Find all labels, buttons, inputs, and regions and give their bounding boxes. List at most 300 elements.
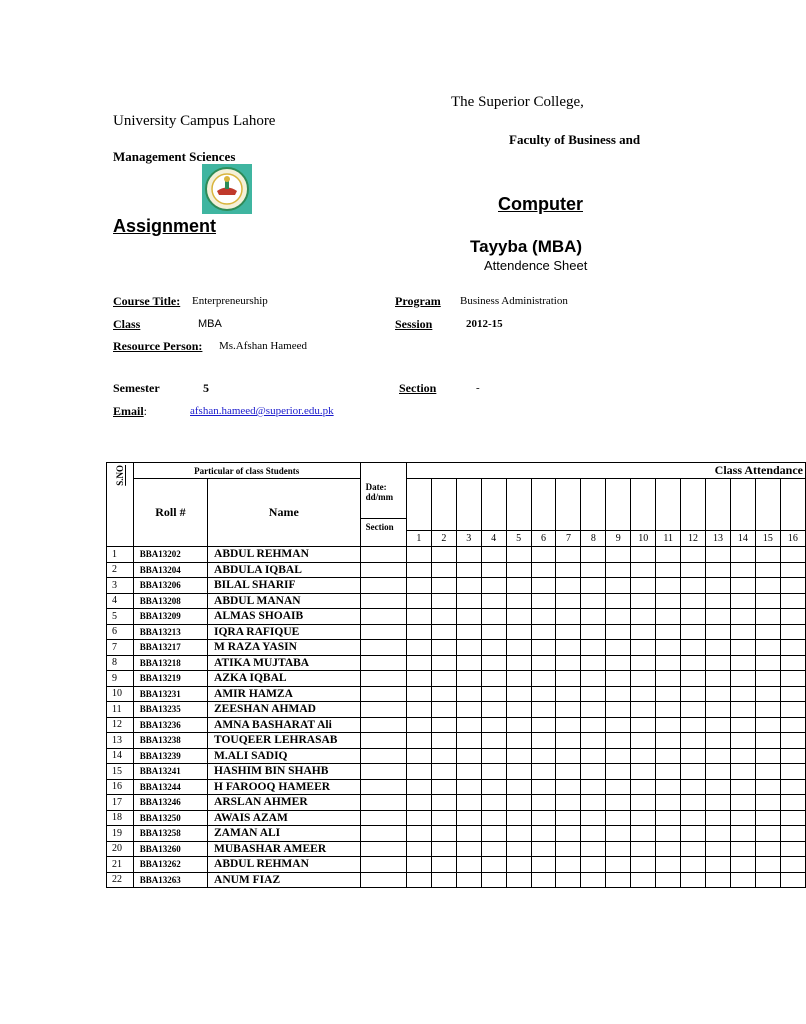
attendance-cell[interactable]: [606, 748, 631, 764]
attendance-cell[interactable]: [656, 578, 681, 594]
attendance-cell[interactable]: [406, 857, 431, 873]
attendance-cell[interactable]: [406, 795, 431, 811]
attendance-cell[interactable]: [606, 826, 631, 842]
attendance-cell[interactable]: [730, 841, 755, 857]
attendance-cell[interactable]: [531, 748, 556, 764]
attendance-cell[interactable]: [581, 609, 606, 625]
attendance-cell[interactable]: [556, 562, 581, 578]
attendance-cell[interactable]: [531, 826, 556, 842]
attendance-cell[interactable]: [631, 671, 656, 687]
attendance-cell[interactable]: [481, 857, 506, 873]
attendance-cell[interactable]: [581, 717, 606, 733]
attendance-cell[interactable]: [681, 779, 706, 795]
attendance-cell[interactable]: [755, 655, 780, 671]
attendance-cell[interactable]: [481, 872, 506, 888]
attendance-cell[interactable]: [431, 748, 456, 764]
attendance-cell[interactable]: [581, 810, 606, 826]
date-section-cell[interactable]: [360, 640, 406, 656]
date-cell[interactable]: [755, 479, 780, 531]
attendance-cell[interactable]: [531, 872, 556, 888]
attendance-cell[interactable]: [780, 857, 805, 873]
attendance-cell[interactable]: [730, 655, 755, 671]
attendance-cell[interactable]: [631, 640, 656, 656]
attendance-cell[interactable]: [406, 609, 431, 625]
attendance-cell[interactable]: [755, 702, 780, 718]
attendance-cell[interactable]: [681, 872, 706, 888]
attendance-cell[interactable]: [531, 640, 556, 656]
attendance-cell[interactable]: [581, 826, 606, 842]
attendance-cell[interactable]: [506, 810, 531, 826]
attendance-cell[interactable]: [406, 779, 431, 795]
attendance-cell[interactable]: [431, 562, 456, 578]
attendance-cell[interactable]: [406, 764, 431, 780]
attendance-cell[interactable]: [506, 609, 531, 625]
attendance-cell[interactable]: [556, 609, 581, 625]
attendance-cell[interactable]: [681, 655, 706, 671]
attendance-cell[interactable]: [581, 872, 606, 888]
attendance-cell[interactable]: [681, 795, 706, 811]
attendance-cell[interactable]: [406, 748, 431, 764]
attendance-cell[interactable]: [581, 655, 606, 671]
attendance-cell[interactable]: [531, 671, 556, 687]
attendance-cell[interactable]: [780, 671, 805, 687]
attendance-cell[interactable]: [556, 624, 581, 640]
attendance-cell[interactable]: [780, 702, 805, 718]
attendance-cell[interactable]: [581, 779, 606, 795]
attendance-cell[interactable]: [506, 733, 531, 749]
attendance-cell[interactable]: [706, 547, 731, 563]
attendance-cell[interactable]: [780, 733, 805, 749]
attendance-cell[interactable]: [431, 578, 456, 594]
attendance-cell[interactable]: [681, 562, 706, 578]
date-cell[interactable]: [606, 479, 631, 531]
attendance-cell[interactable]: [656, 671, 681, 687]
attendance-cell[interactable]: [431, 624, 456, 640]
attendance-cell[interactable]: [706, 624, 731, 640]
attendance-cell[interactable]: [581, 764, 606, 780]
attendance-cell[interactable]: [531, 841, 556, 857]
date-section-cell[interactable]: [360, 857, 406, 873]
attendance-cell[interactable]: [456, 609, 481, 625]
attendance-cell[interactable]: [431, 655, 456, 671]
attendance-cell[interactable]: [506, 655, 531, 671]
attendance-cell[interactable]: [481, 578, 506, 594]
attendance-cell[interactable]: [606, 857, 631, 873]
attendance-cell[interactable]: [706, 640, 731, 656]
attendance-cell[interactable]: [656, 686, 681, 702]
attendance-cell[interactable]: [755, 795, 780, 811]
date-cell[interactable]: [506, 479, 531, 531]
attendance-cell[interactable]: [506, 748, 531, 764]
attendance-cell[interactable]: [556, 779, 581, 795]
date-section-cell[interactable]: [360, 826, 406, 842]
attendance-cell[interactable]: [780, 795, 805, 811]
attendance-cell[interactable]: [656, 624, 681, 640]
attendance-cell[interactable]: [556, 640, 581, 656]
date-section-cell[interactable]: [360, 795, 406, 811]
attendance-cell[interactable]: [431, 779, 456, 795]
attendance-cell[interactable]: [656, 857, 681, 873]
attendance-cell[interactable]: [706, 655, 731, 671]
attendance-cell[interactable]: [481, 671, 506, 687]
attendance-cell[interactable]: [706, 810, 731, 826]
attendance-cell[interactable]: [681, 826, 706, 842]
attendance-cell[interactable]: [780, 624, 805, 640]
attendance-cell[interactable]: [556, 733, 581, 749]
attendance-cell[interactable]: [581, 624, 606, 640]
attendance-cell[interactable]: [681, 717, 706, 733]
attendance-cell[interactable]: [606, 640, 631, 656]
attendance-cell[interactable]: [755, 810, 780, 826]
attendance-cell[interactable]: [606, 609, 631, 625]
date-section-cell[interactable]: [360, 779, 406, 795]
attendance-cell[interactable]: [631, 826, 656, 842]
attendance-cell[interactable]: [681, 857, 706, 873]
attendance-cell[interactable]: [456, 826, 481, 842]
attendance-cell[interactable]: [406, 547, 431, 563]
attendance-cell[interactable]: [481, 826, 506, 842]
attendance-cell[interactable]: [681, 733, 706, 749]
attendance-cell[interactable]: [730, 857, 755, 873]
attendance-cell[interactable]: [681, 593, 706, 609]
attendance-cell[interactable]: [606, 686, 631, 702]
attendance-cell[interactable]: [656, 795, 681, 811]
attendance-cell[interactable]: [681, 640, 706, 656]
attendance-cell[interactable]: [656, 547, 681, 563]
attendance-cell[interactable]: [531, 609, 556, 625]
date-cell[interactable]: [780, 479, 805, 531]
attendance-cell[interactable]: [581, 593, 606, 609]
attendance-cell[interactable]: [556, 593, 581, 609]
date-section-cell[interactable]: [360, 609, 406, 625]
attendance-cell[interactable]: [730, 764, 755, 780]
attendance-cell[interactable]: [431, 717, 456, 733]
attendance-cell[interactable]: [706, 764, 731, 780]
date-section-cell[interactable]: [360, 547, 406, 563]
attendance-cell[interactable]: [730, 748, 755, 764]
attendance-cell[interactable]: [706, 686, 731, 702]
attendance-cell[interactable]: [706, 748, 731, 764]
date-cell[interactable]: [531, 479, 556, 531]
attendance-cell[interactable]: [406, 826, 431, 842]
attendance-cell[interactable]: [780, 686, 805, 702]
attendance-cell[interactable]: [456, 810, 481, 826]
date-section-cell[interactable]: [360, 593, 406, 609]
attendance-cell[interactable]: [730, 640, 755, 656]
attendance-cell[interactable]: [556, 686, 581, 702]
attendance-cell[interactable]: [406, 872, 431, 888]
attendance-cell[interactable]: [755, 717, 780, 733]
attendance-cell[interactable]: [506, 717, 531, 733]
attendance-cell[interactable]: [706, 872, 731, 888]
attendance-cell[interactable]: [681, 764, 706, 780]
attendance-cell[interactable]: [506, 624, 531, 640]
attendance-cell[interactable]: [431, 764, 456, 780]
date-section-cell[interactable]: [360, 841, 406, 857]
attendance-cell[interactable]: [456, 857, 481, 873]
attendance-cell[interactable]: [656, 640, 681, 656]
date-section-cell[interactable]: [360, 748, 406, 764]
attendance-cell[interactable]: [755, 764, 780, 780]
attendance-cell[interactable]: [706, 841, 731, 857]
attendance-cell[interactable]: [656, 593, 681, 609]
date-section-cell[interactable]: [360, 872, 406, 888]
attendance-cell[interactable]: [631, 686, 656, 702]
attendance-cell[interactable]: [431, 686, 456, 702]
attendance-cell[interactable]: [656, 779, 681, 795]
attendance-cell[interactable]: [656, 702, 681, 718]
attendance-cell[interactable]: [755, 748, 780, 764]
attendance-cell[interactable]: [456, 562, 481, 578]
attendance-cell[interactable]: [780, 826, 805, 842]
attendance-cell[interactable]: [406, 717, 431, 733]
attendance-cell[interactable]: [481, 810, 506, 826]
attendance-cell[interactable]: [606, 810, 631, 826]
attendance-cell[interactable]: [531, 578, 556, 594]
attendance-cell[interactable]: [481, 562, 506, 578]
attendance-cell[interactable]: [755, 872, 780, 888]
attendance-cell[interactable]: [406, 624, 431, 640]
attendance-cell[interactable]: [456, 578, 481, 594]
attendance-cell[interactable]: [531, 795, 556, 811]
attendance-cell[interactable]: [431, 702, 456, 718]
attendance-cell[interactable]: [556, 795, 581, 811]
attendance-cell[interactable]: [755, 547, 780, 563]
date-section-cell[interactable]: [360, 810, 406, 826]
attendance-cell[interactable]: [656, 810, 681, 826]
attendance-cell[interactable]: [406, 655, 431, 671]
attendance-cell[interactable]: [755, 686, 780, 702]
email-link[interactable]: afshan.hameed@superior.edu.pk: [190, 405, 334, 417]
attendance-cell[interactable]: [481, 640, 506, 656]
attendance-cell[interactable]: [631, 547, 656, 563]
attendance-cell[interactable]: [755, 779, 780, 795]
attendance-cell[interactable]: [631, 624, 656, 640]
attendance-cell[interactable]: [631, 717, 656, 733]
attendance-cell[interactable]: [780, 547, 805, 563]
attendance-cell[interactable]: [780, 841, 805, 857]
attendance-cell[interactable]: [581, 640, 606, 656]
attendance-cell[interactable]: [456, 795, 481, 811]
attendance-cell[interactable]: [755, 609, 780, 625]
date-cell[interactable]: [730, 479, 755, 531]
attendance-cell[interactable]: [780, 609, 805, 625]
attendance-cell[interactable]: [606, 547, 631, 563]
attendance-cell[interactable]: [681, 810, 706, 826]
attendance-cell[interactable]: [406, 810, 431, 826]
attendance-cell[interactable]: [730, 779, 755, 795]
attendance-cell[interactable]: [656, 655, 681, 671]
attendance-cell[interactable]: [581, 671, 606, 687]
attendance-cell[interactable]: [706, 717, 731, 733]
attendance-cell[interactable]: [631, 655, 656, 671]
attendance-cell[interactable]: [481, 547, 506, 563]
attendance-cell[interactable]: [506, 764, 531, 780]
attendance-cell[interactable]: [531, 547, 556, 563]
attendance-cell[interactable]: [556, 578, 581, 594]
attendance-cell[interactable]: [531, 764, 556, 780]
date-section-cell[interactable]: [360, 686, 406, 702]
attendance-cell[interactable]: [656, 609, 681, 625]
attendance-cell[interactable]: [730, 624, 755, 640]
attendance-cell[interactable]: [631, 578, 656, 594]
attendance-cell[interactable]: [755, 562, 780, 578]
attendance-cell[interactable]: [681, 702, 706, 718]
attendance-cell[interactable]: [780, 562, 805, 578]
attendance-cell[interactable]: [456, 841, 481, 857]
attendance-cell[interactable]: [706, 857, 731, 873]
attendance-cell[interactable]: [531, 810, 556, 826]
date-cell[interactable]: [456, 479, 481, 531]
attendance-cell[interactable]: [780, 640, 805, 656]
attendance-cell[interactable]: [406, 686, 431, 702]
attendance-cell[interactable]: [631, 702, 656, 718]
attendance-cell[interactable]: [656, 748, 681, 764]
attendance-cell[interactable]: [780, 872, 805, 888]
attendance-cell[interactable]: [606, 671, 631, 687]
attendance-cell[interactable]: [581, 702, 606, 718]
attendance-cell[interactable]: [556, 841, 581, 857]
attendance-cell[interactable]: [456, 655, 481, 671]
attendance-cell[interactable]: [706, 795, 731, 811]
attendance-cell[interactable]: [730, 562, 755, 578]
attendance-cell[interactable]: [656, 562, 681, 578]
attendance-cell[interactable]: [681, 671, 706, 687]
attendance-cell[interactable]: [406, 578, 431, 594]
attendance-cell[interactable]: [406, 640, 431, 656]
attendance-cell[interactable]: [780, 593, 805, 609]
attendance-cell[interactable]: [730, 671, 755, 687]
attendance-cell[interactable]: [706, 578, 731, 594]
attendance-cell[interactable]: [481, 795, 506, 811]
attendance-cell[interactable]: [606, 562, 631, 578]
attendance-cell[interactable]: [456, 717, 481, 733]
attendance-cell[interactable]: [606, 655, 631, 671]
attendance-cell[interactable]: [780, 717, 805, 733]
attendance-cell[interactable]: [431, 671, 456, 687]
attendance-cell[interactable]: [506, 826, 531, 842]
attendance-cell[interactable]: [531, 562, 556, 578]
attendance-cell[interactable]: [606, 702, 631, 718]
attendance-cell[interactable]: [730, 872, 755, 888]
attendance-cell[interactable]: [431, 640, 456, 656]
attendance-cell[interactable]: [631, 748, 656, 764]
attendance-cell[interactable]: [431, 733, 456, 749]
attendance-cell[interactable]: [581, 562, 606, 578]
attendance-cell[interactable]: [730, 686, 755, 702]
attendance-cell[interactable]: [681, 624, 706, 640]
attendance-cell[interactable]: [730, 826, 755, 842]
attendance-cell[interactable]: [506, 578, 531, 594]
attendance-cell[interactable]: [706, 593, 731, 609]
attendance-cell[interactable]: [506, 779, 531, 795]
attendance-cell[interactable]: [681, 748, 706, 764]
attendance-cell[interactable]: [456, 547, 481, 563]
attendance-cell[interactable]: [456, 686, 481, 702]
attendance-cell[interactable]: [531, 655, 556, 671]
attendance-cell[interactable]: [406, 702, 431, 718]
attendance-cell[interactable]: [730, 609, 755, 625]
attendance-cell[interactable]: [730, 593, 755, 609]
attendance-cell[interactable]: [406, 733, 431, 749]
attendance-cell[interactable]: [481, 779, 506, 795]
attendance-cell[interactable]: [581, 686, 606, 702]
attendance-cell[interactable]: [556, 764, 581, 780]
attendance-cell[interactable]: [656, 717, 681, 733]
attendance-cell[interactable]: [631, 795, 656, 811]
date-section-cell[interactable]: [360, 655, 406, 671]
attendance-cell[interactable]: [631, 609, 656, 625]
attendance-cell[interactable]: [481, 764, 506, 780]
attendance-cell[interactable]: [755, 578, 780, 594]
date-section-cell[interactable]: [360, 578, 406, 594]
attendance-cell[interactable]: [755, 841, 780, 857]
attendance-cell[interactable]: [481, 702, 506, 718]
attendance-cell[interactable]: [506, 872, 531, 888]
attendance-cell[interactable]: [431, 593, 456, 609]
attendance-cell[interactable]: [431, 872, 456, 888]
attendance-cell[interactable]: [631, 733, 656, 749]
attendance-cell[interactable]: [706, 702, 731, 718]
date-cell[interactable]: [481, 479, 506, 531]
attendance-cell[interactable]: [506, 702, 531, 718]
attendance-cell[interactable]: [606, 872, 631, 888]
attendance-cell[interactable]: [531, 733, 556, 749]
attendance-cell[interactable]: [556, 826, 581, 842]
attendance-cell[interactable]: [506, 857, 531, 873]
date-cell[interactable]: [706, 479, 731, 531]
attendance-cell[interactable]: [506, 593, 531, 609]
attendance-cell[interactable]: [606, 593, 631, 609]
attendance-cell[interactable]: [556, 547, 581, 563]
attendance-cell[interactable]: [456, 748, 481, 764]
date-section-cell[interactable]: [360, 624, 406, 640]
attendance-cell[interactable]: [656, 733, 681, 749]
attendance-cell[interactable]: [730, 547, 755, 563]
attendance-cell[interactable]: [431, 795, 456, 811]
attendance-cell[interactable]: [656, 841, 681, 857]
attendance-cell[interactable]: [556, 702, 581, 718]
attendance-cell[interactable]: [456, 702, 481, 718]
attendance-cell[interactable]: [506, 547, 531, 563]
attendance-cell[interactable]: [755, 624, 780, 640]
attendance-cell[interactable]: [780, 748, 805, 764]
attendance-cell[interactable]: [406, 593, 431, 609]
attendance-cell[interactable]: [431, 609, 456, 625]
date-section-cell[interactable]: [360, 562, 406, 578]
attendance-cell[interactable]: [681, 841, 706, 857]
attendance-cell[interactable]: [780, 655, 805, 671]
attendance-cell[interactable]: [531, 593, 556, 609]
attendance-cell[interactable]: [706, 562, 731, 578]
attendance-cell[interactable]: [556, 655, 581, 671]
attendance-cell[interactable]: [456, 779, 481, 795]
date-section-cell[interactable]: [360, 717, 406, 733]
attendance-cell[interactable]: [631, 779, 656, 795]
attendance-cell[interactable]: [531, 779, 556, 795]
attendance-cell[interactable]: [656, 764, 681, 780]
attendance-cell[interactable]: [506, 562, 531, 578]
attendance-cell[interactable]: [606, 717, 631, 733]
attendance-cell[interactable]: [706, 826, 731, 842]
attendance-cell[interactable]: [656, 826, 681, 842]
attendance-cell[interactable]: [755, 733, 780, 749]
attendance-cell[interactable]: [531, 624, 556, 640]
attendance-cell[interactable]: [456, 872, 481, 888]
attendance-cell[interactable]: [730, 810, 755, 826]
attendance-cell[interactable]: [456, 764, 481, 780]
attendance-cell[interactable]: [456, 671, 481, 687]
